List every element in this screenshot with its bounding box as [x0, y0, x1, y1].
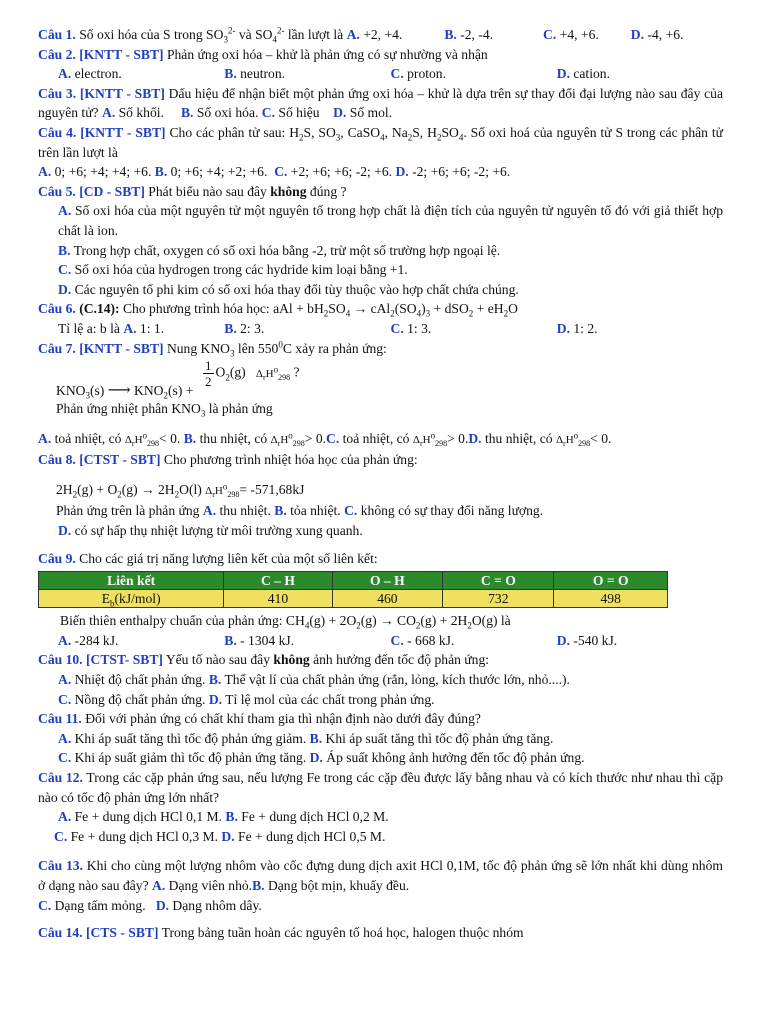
question-7-equation: $\frac{1}{2}$ $O_2(g)$ $\Delta_rH^o_{298}$ ? $KNO_3(s)$ ⟶ $KNO_2(s)$ + [56, 358, 300, 401]
question-10-options-cd: C. Nồng độ chất phản ứng. D. Tỉ lệ mol của các chất trong phản ứng. [58, 691, 435, 707]
question-2-options: A. electron. B. neutron. C. proton. D. cation. [58, 66, 610, 82]
question-9-options: A. -284 kJ. B. - 1304 kJ. C. - 668 kJ. D. -540 kJ. [58, 632, 618, 648]
question-3: Câu 3. [KNTT - SBT] Dấu hiệu để nhận biết một phản ứng oxi hóa – khử là dựa trên sự thay đổi đại lượng nào sau đây của nguyên tử? A. Số khối. B. Số oxi hóa. C. Số hiệu D. Số mol. [38, 85, 723, 121]
question-8-option-d: D. có sự hấp thụ nhiệt lượng từ môi trường xung quanh. [58, 523, 363, 539]
question-11: Câu 11. Đối với phản ứng có chất khí tham gia thì nhận định nào dưới đây đúng? [38, 711, 481, 727]
question-2: Câu 2. [KNTT - SBT] Phản ứng oxi hóa – khử là phản ứng có sự nhường và nhận [38, 46, 488, 62]
question-1: Câu 1. Số oxi hóa của S trong $SO_3^{2-}$ và $SO_4^{2-}$ lần lượt là A. +2, +4. B. -2, -4. C. +4, +6. D. -4, +6. [38, 25, 684, 45]
table-row: $E_b(kJ/mol)$ 410 460 732 498 [39, 590, 668, 608]
table-header-row: Liên kết C – H O – H C = O O = O [39, 572, 668, 590]
option-d: D. [630, 27, 645, 42]
question-4-options: A. 0; +6; +4; +4; +6. B. 0; +6; +4; +2; +6. C. +2; +6; +6; -2; +6. D. -2; +6; +6; -2; +6. [38, 164, 511, 180]
document-page [38, 25, 723, 943]
option-c: C. [543, 27, 557, 42]
option-a: A. [346, 27, 360, 42]
question-7-options: A. toả nhiệt, có $\Delta_rH^o_{298}< 0$. B. thu nhiệt, có $\Delta_rH^o_{298}> 0.C$. toả nhiệt, có $\Delta_rH^o_{298}> 0.D$. thu nhiệt, có $\Delta_rH^o_{298}< 0$. [38, 430, 612, 448]
question-5-option-d: D. Các nguyên tố phi kim có số oxi hóa thay đổi tùy thuộc vào hợp chất chứa chúng. [58, 281, 519, 297]
question-6-options: Tỉ lệ a: b là A. 1: 1. B. 2: 3. C. 1: 3. D. 1: 2. [58, 320, 598, 336]
question-12: Câu 12. Trong các cặp phản ứng sau, nếu lượng Fe trong các cặp đều được lấy bằng nhau và có kích thước như nhau thì cặp nào có tốc độ phản ứng lớn nhất? [38, 770, 723, 805]
bond-energy-table [38, 571, 668, 608]
question-5-option-b: B. Trong hợp chất, oxygen có số oxi hóa bằng -2, trừ một số trường hợp ngoại lệ. [58, 242, 501, 258]
question-13: Câu 13. Khi cho cùng một lượng nhôm vào cốc đựng dung dịch axit HCl 0,1M, tốc độ phản ứng sẽ lớn nhất khi dùng nhôm ở dạng nào sau đây? A. Dạng viên nhỏ.B. Dạng bột mịn, khuấy đều. [38, 858, 723, 893]
question-7: Câu 7. [KNTT - SBT] Nung $KNO_3$ lên $550^0C$ xảy ra phản ứng: [38, 338, 387, 359]
question-5: Câu 5. [CD - SBT] Phát biểu nào sau đây không đúng ? [38, 183, 347, 199]
question-5-option-c: C. Số oxi hóa của hydrogen trong các hydride kim loại bằng +1. [58, 262, 408, 278]
question-8: Câu 8. [CTST - SBT] Cho phương trình nhiệt hóa học của phản ứng: [38, 452, 418, 468]
option-b: B. [444, 27, 457, 42]
question-12-options-cd: C. Fe + dung dịch HCl 0,3 M. D. Fe + dung dịch HCl 0,5 M. [54, 828, 386, 844]
question-10-options-ab: A. Nhiệt độ chất phản ứng. B. Thể vật lí của chất phản ứng (rắn, lỏng, kích thước lớn, nhỏ....). [58, 672, 570, 688]
question-9-stem: Biến thiên enthalpy chuẩn của phản ứng: $CH_4(g) + 2O_2(g) \to CO_2(g) + 2H_2O(g)$ là [60, 613, 511, 631]
question-10: Câu 10. [CTST- SBT] Yếu tố nào sau đây không ảnh hưởng đến tốc độ phản ứng: [38, 652, 490, 668]
question-5-option-a: A. Số oxi hóa của một nguyên tử một nguyên tố trong hợp chất là điện tích của nguyên tử nguyên tố đó với giả thiết hợp chất là ion. [58, 203, 723, 238]
question-9: Câu 9. Cho các giá trị năng lượng liên kết của một số liên kết: [38, 550, 378, 566]
fraction-half: $\frac{1}{2}$ [205, 358, 212, 390]
question-11-options-cd: C. Khi áp suất giảm thì tốc độ phản ứng tăng. D. Áp suất không ảnh hưởng đến tốc độ phản ứng. [58, 750, 585, 766]
question-12-options-ab: A. Fe + dung dịch HCl 0,1 M. B. Fe + dung dịch HCl 0,2 M. [58, 809, 389, 825]
question-6: Câu 6. (C.14): Cho phương trình hóa học: aAl + $bH_2SO_4 \to cAl_2(SO_4)_3 + dSO_2 + eH_2O$ [38, 301, 518, 320]
question-11-options-ab: A. Khi áp suất tăng thì tốc độ phản ứng giảm. B. Khi áp suất tăng thì tốc độ phản ứng tăng. [58, 730, 554, 746]
question-7-stem: Phản ứng nhiệt phân $KNO_3$ là phản ứng [56, 401, 273, 419]
question-8-equation: $2H_2(g) + O_2(g) \to 2H_2O(l)$ $\Delta_rH^o_{298}= -571,68kJ$ [56, 481, 305, 500]
question-4: Câu 4. [KNTT - SBT] Cho các phân tử sau: $H_2S$, $SO_3$, CaSO$_4$, $Na_2S$, $H_2SO_4$. Số oxi hoá của nguyên tử S trong các phân tử trên lần lượt là [38, 124, 723, 160]
question-14: Câu 14. [CTS - SBT] Trong bảng tuần hoàn các nguyên tố hoá học, halogen thuộc nhóm [38, 925, 524, 941]
reaction-arrow: ⟶ [107, 382, 131, 400]
question-8-stem: Phản ứng trên là phản ứng A. thu nhiệt. B. tỏa nhiệt. C. không có sự thay đổi năng lượng. [56, 503, 544, 519]
question-13-options-cd: C. Dạng tấm mỏng. D. Dạng nhôm dây. [38, 897, 262, 913]
